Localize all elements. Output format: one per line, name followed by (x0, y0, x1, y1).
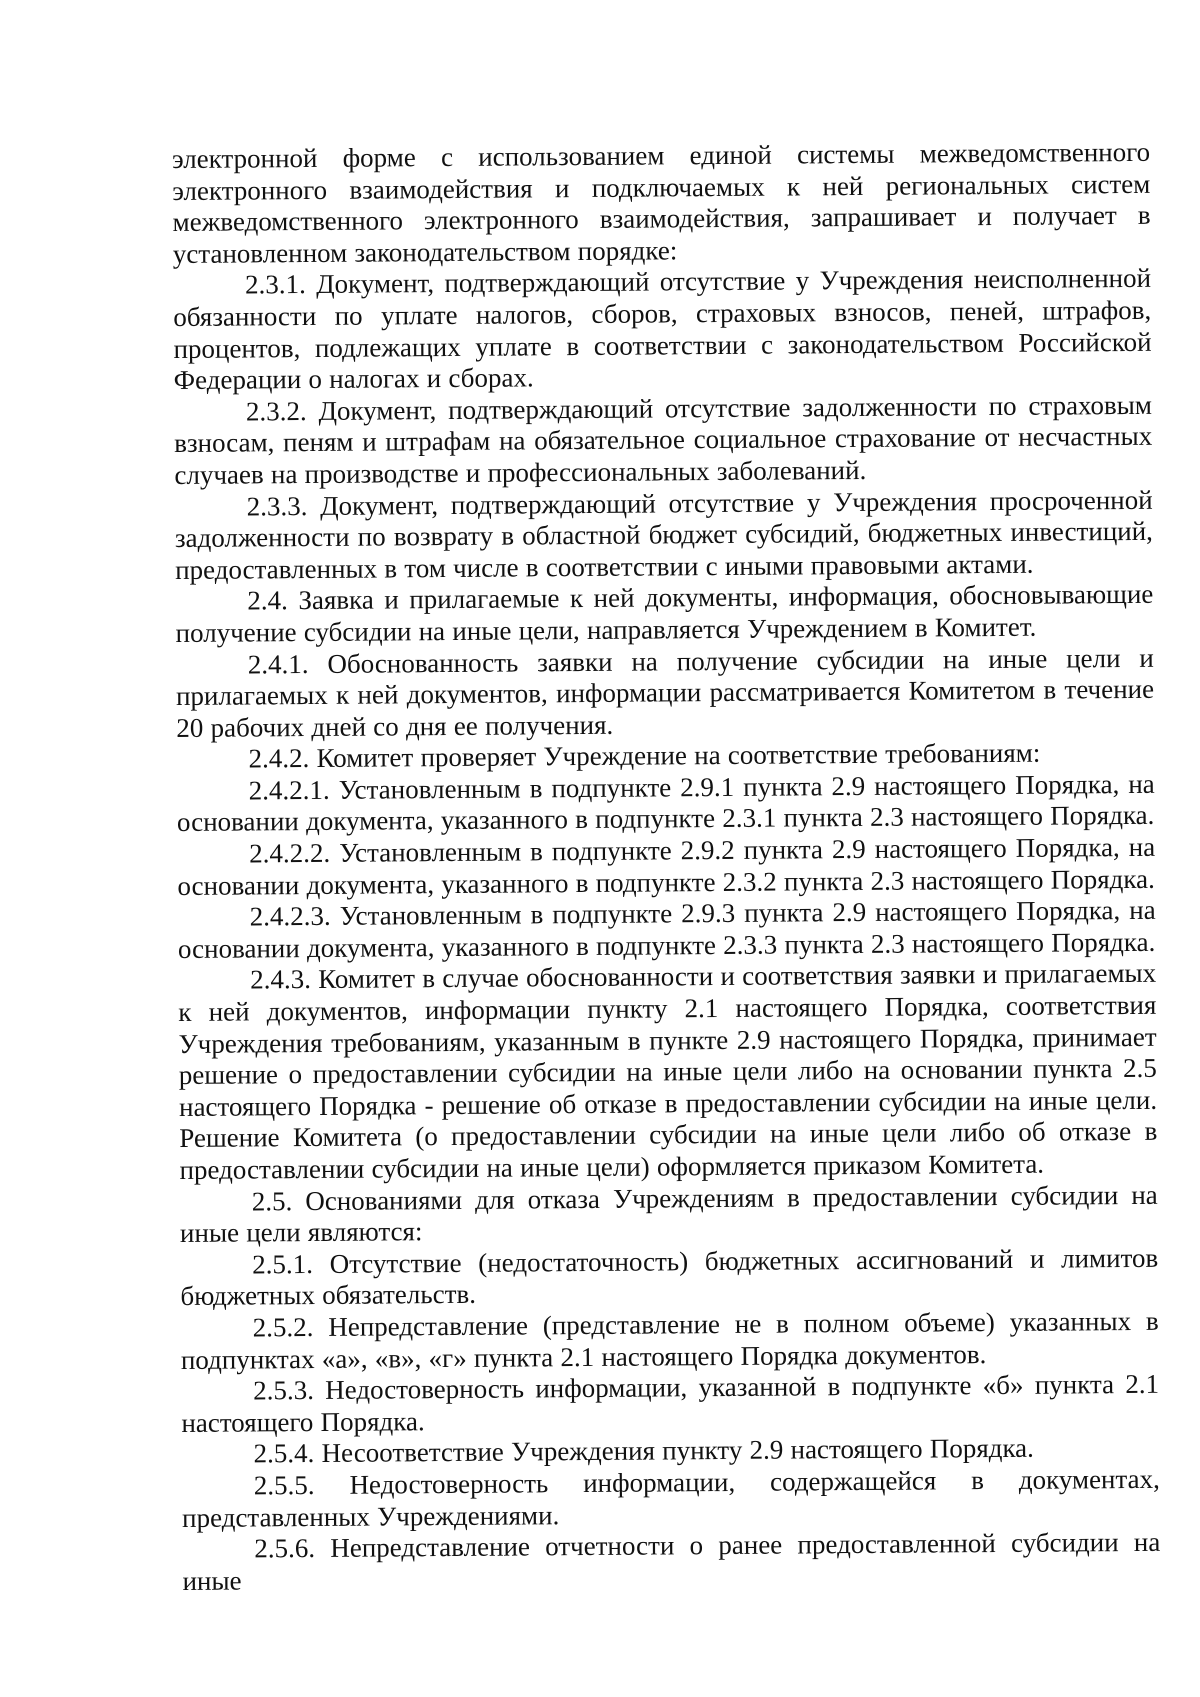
paragraph-2-4-1: 2.4.1. Обоснованность заявки на получение субсидии на иные цели и прилагаемых к ней документов, информации рассматривается Комитетом в течение 20 рабочих дней со дня ее получения. (175, 642, 1155, 743)
paragraph-2-5-1: 2.5.1. Отсутствие (недостаточность) бюджетных ассигнований и лимитов бюджетных обязательств. (180, 1242, 1159, 1312)
paragraph-2-5: 2.5. Основаниями для отказа Учреждениям в предоставлении субсидии на иные цели являются: (179, 1179, 1158, 1249)
paragraph-2-5-5: 2.5.5. Недостоверность информации, содержащейся в документах, представленных Учреждениями. (181, 1463, 1160, 1533)
paragraph-2-4: 2.4. Заявка и прилагаемые к ней документы, информация, обосновывающие получение субсидии на иные цели, направляется Учреждением в Комитет. (175, 579, 1154, 648)
paragraph-continuation: электронной форме с использованием единой системы межведомственного электронного взаимодействия и подключаемых к ней региональных систем межведомственного электронного взаимодействия, запрашивает и получает в установленном законодательством порядке: (172, 136, 1151, 269)
paragraph-2-4-2-2: 2.4.2.2. Установленным в подпункте 2.9.2 пункта 2.9 настоящего Порядка, на основании документа, указанного в подпункте 2.3.2 пункта 2.3 настоящего Порядка. (177, 831, 1156, 901)
paragraph-2-5-2: 2.5.2. Непредставление (представление не в полном объеме) указанных в подпунктах «а», «в», «г» пункта 2.1 настоящего Порядка документов. (180, 1305, 1159, 1375)
document-body (172, 137, 1161, 1597)
paragraph-2-3-3: 2.3.3. Документ, подтверждающий отсутствие у Учреждения просроченной задолженности по возврату в областной бюджет субсидий, бюджетных инвестиций, предоставленных в том числе в соответствии с иными правовыми актами. (174, 484, 1153, 585)
paragraph-2-5-3: 2.5.3. Недостоверность информации, указанной в подпункте «б» пункта 2.1 настоящего Порядка. (181, 1368, 1160, 1438)
paragraph-2-5-4: 2.5.4. Несоответствие Учреждения пункту 2.9 настоящего Порядка. (253, 1433, 1034, 1469)
paragraph-2-4-3: 2.4.3. Комитет в случае обоснованности и соответствия заявки и прилагаемых к ней документов, информации пункту 2.1 настоящего Порядка, соответствия Учреждения требованиям, указанным в пункте 2.9 настоящего Порядка, принимает решение о предоставлении субсидии на иные цели либо на основании пункта 2.5 настоящего Порядка - решение об отказе в предоставлении субсидии на иные цели. Решение Комитета (о предоставлении субсидии на иные цели либо об отказе в предоставлении субсидии на иные цели) оформляется приказом Комитета. (178, 958, 1158, 1185)
paragraph-2-4-2-1: 2.4.2.1. Установленным в подпункте 2.9.1 пункта 2.9 настоящего Порядка, на основании документа, указанного в подпункте 2.3.1 пункта 2.3 настоящего Порядка. (176, 768, 1155, 838)
paragraph-2-4-2-3: 2.4.2.3. Установленным в подпункте 2.9.3 пункта 2.9 настоящего Порядка, на основании документа, указанного в подпункте 2.3.3 пункта 2.3 настоящего Порядка. (177, 895, 1156, 964)
paragraph-2-3-2: 2.3.2. Документ, подтверждающий отсутствие задолженности по страховым взносам, пеням и штрафам на обязательное социальное страхование от несчастных случаев на производстве и профессиональных заболеваний. (174, 389, 1153, 490)
paragraph-2-4-2: 2.4.2. Комитет проверяет Учреждение на соответствие требованиям: (248, 737, 1041, 774)
paragraph-2-3-1: 2.3.1. Документ, подтверждающий отсутствие у Учреждения неисполненной обязанности по уплате налогов, сборов, страховых взносов, пеней, штрафов, процентов, подлежащих уплате в соответствии с законодательством Российской Федерации о налогах и сборах. (173, 263, 1152, 396)
paragraph-2-5-6: 2.5.6. Непредставление отчетности о ранее предоставленной субсидии на иные (182, 1526, 1161, 1596)
